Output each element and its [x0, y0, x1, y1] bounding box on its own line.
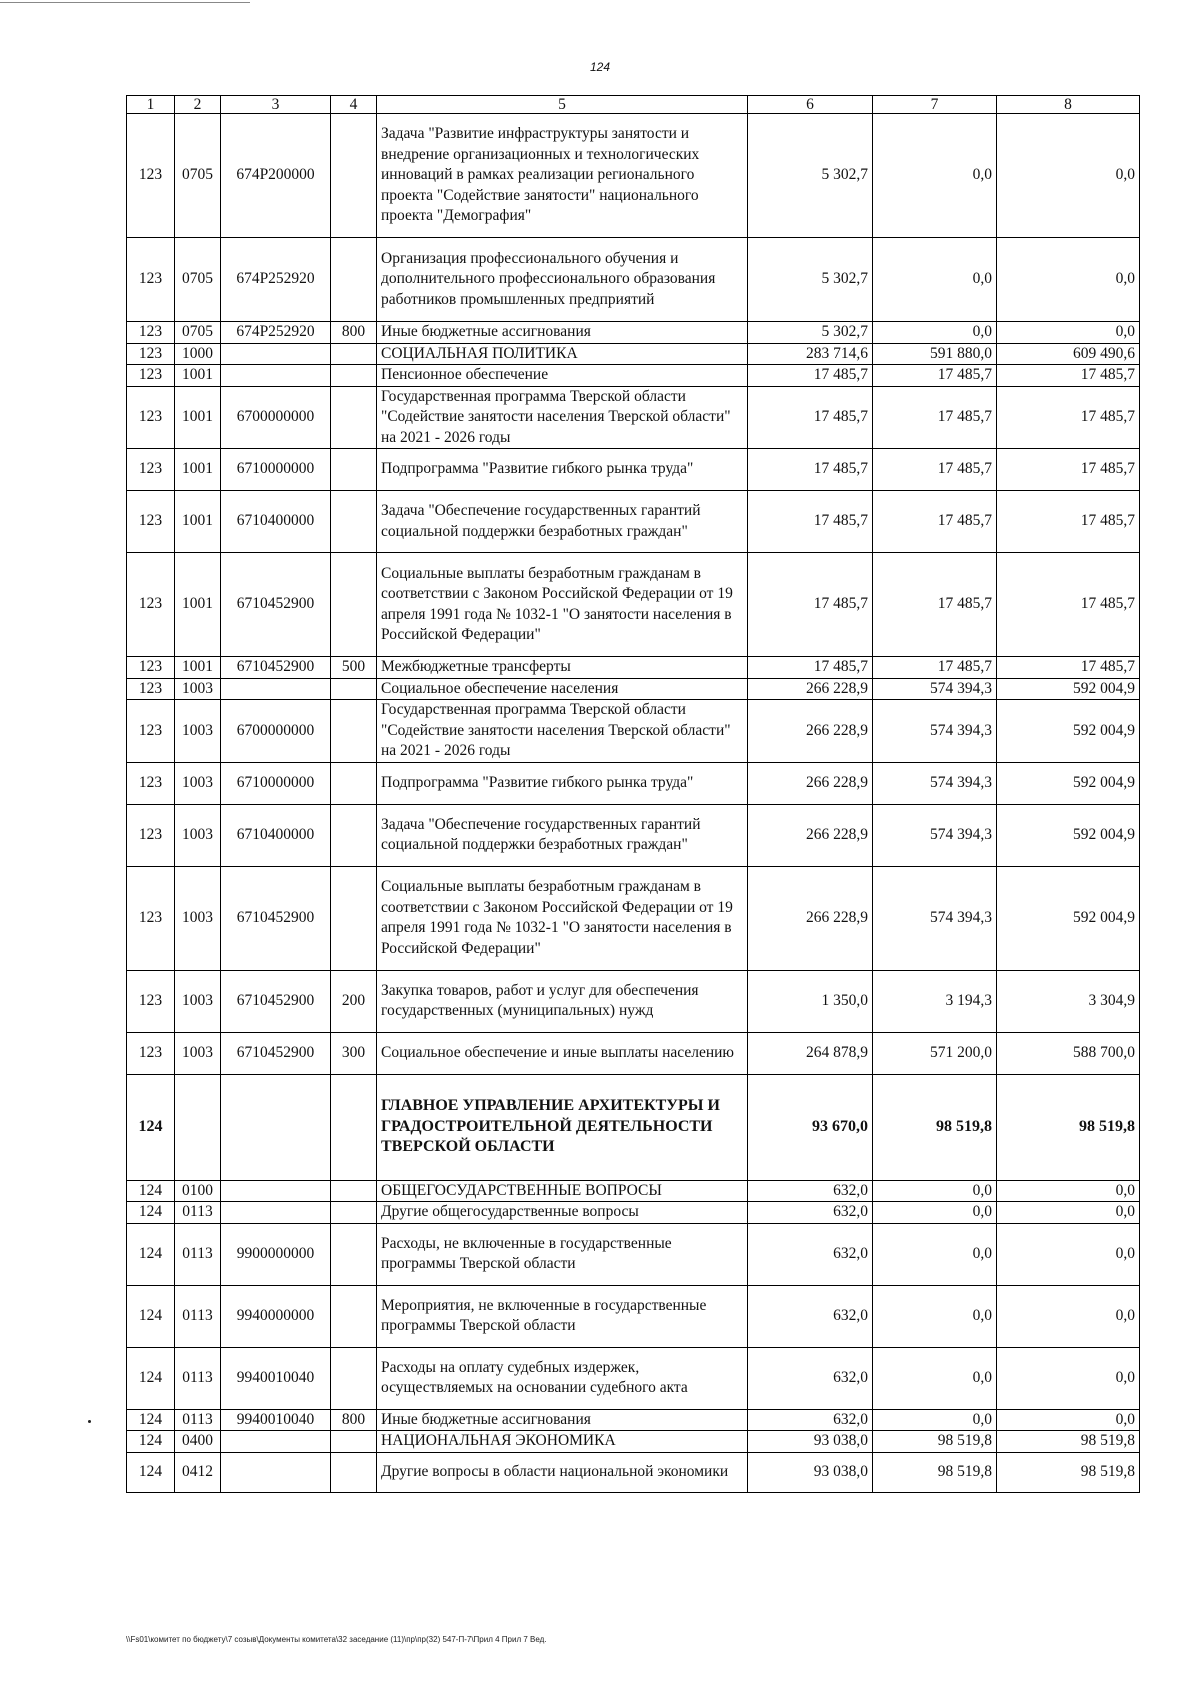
column-header: 7 — [873, 96, 997, 114]
table-row — [127, 553, 1140, 657]
cell-amount-2022: 17 485,7 — [748, 449, 873, 491]
cell-section: 1001 — [175, 365, 221, 387]
cell-amount-2023: 3 194,3 — [873, 970, 997, 1032]
page-number: 124 — [589, 60, 611, 74]
cell-grbs: 123 — [127, 866, 175, 970]
cell-amount-2024: 592 004,9 — [997, 700, 1140, 763]
scan-artifact-dot — [88, 1420, 91, 1423]
cell-amount-2022: 93 670,0 — [748, 1074, 873, 1180]
cell-target-article: 6710452900 — [221, 866, 331, 970]
cell-grbs: 123 — [127, 657, 175, 679]
cell-amount-2022: 17 485,7 — [748, 365, 873, 387]
cell-expense-type — [331, 1431, 377, 1453]
cell-name: Иные бюджетные ассигнования — [377, 322, 748, 344]
cell-name: Расходы, не включенные в государственные программы Тверской области — [377, 1223, 748, 1285]
cell-section: 1001 — [175, 491, 221, 553]
cell-expense-type — [331, 1452, 377, 1492]
cell-target-article: 6710000000 — [221, 762, 331, 804]
cell-amount-2022: 266 228,9 — [748, 700, 873, 763]
cell-expense-type — [331, 1202, 377, 1224]
table-row — [127, 491, 1140, 553]
cell-section: 1001 — [175, 553, 221, 657]
cell-amount-2023: 0,0 — [873, 322, 997, 344]
cell-amount-2022: 266 228,9 — [748, 762, 873, 804]
cell-amount-2023: 0,0 — [873, 1409, 997, 1431]
cell-name: СОЦИАЛЬНАЯ ПОЛИТИКА — [377, 343, 748, 365]
cell-name: Подпрограмма "Развитие гибкого рынка труда" — [377, 449, 748, 491]
cell-name: Организация профессионального обучения и дополнительного профессионального образования работников промышленных предприятий — [377, 238, 748, 322]
cell-amount-2022: 266 228,9 — [748, 866, 873, 970]
cell-expense-type — [331, 553, 377, 657]
cell-grbs: 124 — [127, 1202, 175, 1224]
column-header: 1 — [127, 96, 175, 114]
cell-amount-2023: 574 394,3 — [873, 866, 997, 970]
cell-expense-type — [331, 386, 377, 449]
cell-amount-2023: 574 394,3 — [873, 678, 997, 700]
cell-grbs: 124 — [127, 1285, 175, 1347]
cell-expense-type — [331, 238, 377, 322]
cell-amount-2022: 93 038,0 — [748, 1431, 873, 1453]
cell-grbs: 124 — [127, 1223, 175, 1285]
cell-amount-2024: 592 004,9 — [997, 762, 1140, 804]
cell-grbs: 123 — [127, 491, 175, 553]
column-header: 3 — [221, 96, 331, 114]
column-header: 4 — [331, 96, 377, 114]
cell-amount-2024: 0,0 — [997, 322, 1140, 344]
cell-amount-2022: 93 038,0 — [748, 1452, 873, 1492]
cell-name: Задача "Развитие инфраструктуры занятости и внедрение организационных и технологических инноваций в рамках реализации регионального проекта "Содействие занятости" национального проекта "Демография" — [377, 114, 748, 238]
cell-grbs: 124 — [127, 1452, 175, 1492]
cell-amount-2023: 0,0 — [873, 238, 997, 322]
cell-name: Иные бюджетные ассигнования — [377, 1409, 748, 1431]
cell-target-article — [221, 678, 331, 700]
cell-amount-2022: 5 302,7 — [748, 322, 873, 344]
cell-expense-type — [331, 1285, 377, 1347]
cell-grbs: 123 — [127, 365, 175, 387]
cell-target-article: 6710000000 — [221, 449, 331, 491]
cell-name: Задача "Обеспечение государственных гарантий социальной поддержки безработных граждан" — [377, 804, 748, 866]
table-row — [127, 449, 1140, 491]
table-row — [127, 1032, 1140, 1074]
cell-amount-2024: 588 700,0 — [997, 1032, 1140, 1074]
cell-amount-2024: 0,0 — [997, 1409, 1140, 1431]
cell-section: 1003 — [175, 700, 221, 763]
cell-section: 0113 — [175, 1285, 221, 1347]
cell-target-article: 6710452900 — [221, 1032, 331, 1074]
cell-amount-2023: 17 485,7 — [873, 491, 997, 553]
table-body — [127, 114, 1140, 1493]
cell-section: 1003 — [175, 1032, 221, 1074]
cell-amount-2022: 632,0 — [748, 1180, 873, 1202]
cell-section: 1001 — [175, 449, 221, 491]
cell-target-article — [221, 1180, 331, 1202]
cell-section: 1003 — [175, 678, 221, 700]
table-row — [127, 1452, 1140, 1492]
cell-section: 0705 — [175, 238, 221, 322]
cell-grbs: 123 — [127, 449, 175, 491]
table-row — [127, 970, 1140, 1032]
column-header: 5 — [377, 96, 748, 114]
cell-grbs: 124 — [127, 1347, 175, 1409]
cell-amount-2024: 609 490,6 — [997, 343, 1140, 365]
cell-amount-2024: 0,0 — [997, 1180, 1140, 1202]
table-row — [127, 1431, 1140, 1453]
cell-target-article — [221, 1202, 331, 1224]
cell-grbs: 123 — [127, 678, 175, 700]
cell-amount-2023: 0,0 — [873, 1223, 997, 1285]
table-row — [127, 678, 1140, 700]
cell-target-article: 6700000000 — [221, 700, 331, 763]
cell-amount-2023: 0,0 — [873, 1202, 997, 1224]
cell-amount-2022: 632,0 — [748, 1409, 873, 1431]
cell-amount-2023: 17 485,7 — [873, 365, 997, 387]
cell-expense-type: 800 — [331, 322, 377, 344]
cell-amount-2023: 98 519,8 — [873, 1431, 997, 1453]
table-row — [127, 1285, 1140, 1347]
cell-amount-2022: 17 485,7 — [748, 386, 873, 449]
cell-target-article: 674P252920 — [221, 238, 331, 322]
cell-name: Расходы на оплату судебных издержек, осуществляемых на основании судебного акта — [377, 1347, 748, 1409]
cell-expense-type — [331, 343, 377, 365]
cell-amount-2024: 17 485,7 — [997, 365, 1140, 387]
cell-amount-2024: 0,0 — [997, 1347, 1140, 1409]
cell-amount-2024: 0,0 — [997, 1202, 1140, 1224]
cell-name: Социальные выплаты безработным гражданам в соответствии с Законом Российской Федерации от 19 апреля 1991 года № 1032-1 "О занятости населения в Российской Федерации" — [377, 553, 748, 657]
cell-amount-2024: 592 004,9 — [997, 678, 1140, 700]
cell-amount-2022: 17 485,7 — [748, 657, 873, 679]
cell-name: НАЦИОНАЛЬНАЯ ЭКОНОМИКА — [377, 1431, 748, 1453]
cell-name: Подпрограмма "Развитие гибкого рынка труда" — [377, 762, 748, 804]
table-row — [127, 866, 1140, 970]
cell-amount-2024: 592 004,9 — [997, 804, 1140, 866]
cell-amount-2024: 98 519,8 — [997, 1074, 1140, 1180]
column-header: 8 — [997, 96, 1140, 114]
cell-amount-2022: 264 878,9 — [748, 1032, 873, 1074]
cell-grbs: 124 — [127, 1180, 175, 1202]
cell-amount-2022: 283 714,6 — [748, 343, 873, 365]
cell-amount-2023: 17 485,7 — [873, 657, 997, 679]
cell-amount-2022: 632,0 — [748, 1347, 873, 1409]
cell-name: Государственная программа Тверской области "Содействие занятости населения Тверской области" на 2021 - 2026 годы — [377, 386, 748, 449]
cell-target-article — [221, 1452, 331, 1492]
table-row — [127, 657, 1140, 679]
cell-target-article — [221, 1074, 331, 1180]
table-row — [127, 1223, 1140, 1285]
cell-section: 0100 — [175, 1180, 221, 1202]
cell-expense-type — [331, 114, 377, 238]
cell-amount-2023: 0,0 — [873, 1347, 997, 1409]
cell-grbs: 123 — [127, 238, 175, 322]
table-row — [127, 365, 1140, 387]
table-row — [127, 804, 1140, 866]
cell-name: Межбюджетные трансферты — [377, 657, 748, 679]
budget-table — [126, 95, 1140, 1493]
cell-amount-2024: 17 485,7 — [997, 657, 1140, 679]
cell-grbs: 123 — [127, 386, 175, 449]
cell-amount-2022: 632,0 — [748, 1202, 873, 1224]
cell-amount-2024: 17 485,7 — [997, 491, 1140, 553]
cell-expense-type — [331, 762, 377, 804]
cell-grbs: 123 — [127, 1032, 175, 1074]
cell-name: Социальные выплаты безработным гражданам в соответствии с Законом Российской Федерации от 19 апреля 1991 года № 1032-1 "О занятости населения в Российской Федерации" — [377, 866, 748, 970]
cell-grbs: 124 — [127, 1431, 175, 1453]
cell-grbs: 123 — [127, 114, 175, 238]
cell-name: Социальное обеспечение и иные выплаты населению — [377, 1032, 748, 1074]
cell-amount-2023: 0,0 — [873, 114, 997, 238]
cell-target-article — [221, 365, 331, 387]
cell-name: Пенсионное обеспечение — [377, 365, 748, 387]
cell-amount-2024: 98 519,8 — [997, 1431, 1140, 1453]
cell-name: Социальное обеспечение населения — [377, 678, 748, 700]
cell-target-article: 9940010040 — [221, 1347, 331, 1409]
cell-section: 0705 — [175, 114, 221, 238]
cell-amount-2024: 0,0 — [997, 1223, 1140, 1285]
cell-section: 0400 — [175, 1431, 221, 1453]
cell-amount-2023: 0,0 — [873, 1180, 997, 1202]
cell-expense-type — [331, 1074, 377, 1180]
cell-amount-2023: 574 394,3 — [873, 762, 997, 804]
cell-expense-type — [331, 449, 377, 491]
cell-expense-type — [331, 700, 377, 763]
cell-section — [175, 1074, 221, 1180]
cell-grbs: 123 — [127, 322, 175, 344]
table-row — [127, 386, 1140, 449]
table-row — [127, 1202, 1140, 1224]
cell-target-article: 6710400000 — [221, 804, 331, 866]
cell-grbs: 123 — [127, 343, 175, 365]
cell-name: Другие вопросы в области национальной экономики — [377, 1452, 748, 1492]
cell-section: 1001 — [175, 657, 221, 679]
cell-expense-type — [331, 1223, 377, 1285]
cell-amount-2024: 592 004,9 — [997, 866, 1140, 970]
cell-target-article: 674P252920 — [221, 322, 331, 344]
cell-target-article — [221, 343, 331, 365]
cell-expense-type: 200 — [331, 970, 377, 1032]
cell-amount-2024: 3 304,9 — [997, 970, 1140, 1032]
table-row — [127, 322, 1140, 344]
table-row — [127, 762, 1140, 804]
cell-amount-2024: 17 485,7 — [997, 386, 1140, 449]
footer-file-path: \\Fs01\комитет по бюджету\7 созыв\Документы комитета\32 заседание (11)\пр\пр(32) 547-П-7\Прил 4 Прил 7 Вед. — [126, 1635, 547, 1644]
cell-target-article — [221, 1431, 331, 1453]
table-row — [127, 238, 1140, 322]
cell-amount-2023: 571 200,0 — [873, 1032, 997, 1074]
cell-section: 1003 — [175, 970, 221, 1032]
cell-amount-2022: 632,0 — [748, 1285, 873, 1347]
cell-section: 0113 — [175, 1223, 221, 1285]
cell-amount-2022: 266 228,9 — [748, 678, 873, 700]
column-header: 6 — [748, 96, 873, 114]
cell-amount-2022: 266 228,9 — [748, 804, 873, 866]
cell-amount-2022: 632,0 — [748, 1223, 873, 1285]
cell-name: ГЛАВНОЕ УПРАВЛЕНИЕ АРХИТЕКТУРЫ И ГРАДОСТРОИТЕЛЬНОЙ ДЕЯТЕЛЬНОСТИ ТВЕРСКОЙ ОБЛАСТИ — [377, 1074, 748, 1180]
cell-grbs: 123 — [127, 553, 175, 657]
cell-name: Мероприятия, не включенные в государственные программы Тверской области — [377, 1285, 748, 1347]
cell-target-article: 9940000000 — [221, 1285, 331, 1347]
cell-section: 0705 — [175, 322, 221, 344]
cell-target-article: 6710400000 — [221, 491, 331, 553]
table-row — [127, 114, 1140, 238]
cell-grbs: 123 — [127, 804, 175, 866]
cell-expense-type — [331, 365, 377, 387]
cell-name: Государственная программа Тверской области "Содействие занятости населения Тверской области" на 2021 - 2026 годы — [377, 700, 748, 763]
table-row — [127, 1347, 1140, 1409]
cell-amount-2023: 574 394,3 — [873, 804, 997, 866]
cell-target-article: 9900000000 — [221, 1223, 331, 1285]
table-row — [127, 1409, 1140, 1431]
table-row — [127, 1180, 1140, 1202]
cell-amount-2022: 17 485,7 — [748, 491, 873, 553]
cell-expense-type: 500 — [331, 657, 377, 679]
cell-section: 1003 — [175, 804, 221, 866]
cell-expense-type — [331, 1347, 377, 1409]
cell-grbs: 123 — [127, 762, 175, 804]
cell-section: 1000 — [175, 343, 221, 365]
cell-amount-2023: 591 880,0 — [873, 343, 997, 365]
cell-section: 0113 — [175, 1409, 221, 1431]
cell-expense-type — [331, 866, 377, 970]
cell-amount-2022: 1 350,0 — [748, 970, 873, 1032]
cell-name: Закупка товаров, работ и услуг для обеспечения государственных (муниципальных) нужд — [377, 970, 748, 1032]
cell-amount-2024: 0,0 — [997, 238, 1140, 322]
cell-expense-type — [331, 1180, 377, 1202]
cell-section: 0113 — [175, 1202, 221, 1224]
cell-amount-2024: 98 519,8 — [997, 1452, 1140, 1492]
column-header: 2 — [175, 96, 221, 114]
cell-amount-2023: 17 485,7 — [873, 386, 997, 449]
cell-amount-2023: 98 519,8 — [873, 1452, 997, 1492]
cell-expense-type — [331, 804, 377, 866]
cell-target-article: 6710452900 — [221, 657, 331, 679]
cell-amount-2023: 17 485,7 — [873, 553, 997, 657]
cell-section: 1003 — [175, 866, 221, 970]
cell-grbs: 123 — [127, 970, 175, 1032]
cell-amount-2023: 0,0 — [873, 1285, 997, 1347]
cell-expense-type — [331, 491, 377, 553]
cell-section: 0412 — [175, 1452, 221, 1492]
cell-section: 1003 — [175, 762, 221, 804]
cell-grbs: 123 — [127, 700, 175, 763]
cell-expense-type: 800 — [331, 1409, 377, 1431]
cell-amount-2022: 17 485,7 — [748, 553, 873, 657]
cell-target-article: 674P200000 — [221, 114, 331, 238]
cell-section: 1001 — [175, 386, 221, 449]
table-header-row — [127, 96, 1140, 114]
cell-target-article: 9940010040 — [221, 1409, 331, 1431]
cell-amount-2022: 5 302,7 — [748, 114, 873, 238]
cell-section: 0113 — [175, 1347, 221, 1409]
table-row — [127, 343, 1140, 365]
cell-grbs: 124 — [127, 1074, 175, 1180]
cell-expense-type — [331, 678, 377, 700]
cell-target-article: 6710452900 — [221, 553, 331, 657]
scan-edge-line — [0, 2, 250, 3]
cell-amount-2024: 0,0 — [997, 1285, 1140, 1347]
cell-amount-2022: 5 302,7 — [748, 238, 873, 322]
cell-name: Другие общегосударственные вопросы — [377, 1202, 748, 1224]
cell-amount-2024: 0,0 — [997, 114, 1140, 238]
cell-amount-2023: 98 519,8 — [873, 1074, 997, 1180]
cell-target-article: 6700000000 — [221, 386, 331, 449]
cell-name: ОБЩЕГОСУДАРСТВЕННЫЕ ВОПРОСЫ — [377, 1180, 748, 1202]
cell-amount-2023: 574 394,3 — [873, 700, 997, 763]
cell-grbs: 124 — [127, 1409, 175, 1431]
cell-amount-2023: 17 485,7 — [873, 449, 997, 491]
cell-name: Задача "Обеспечение государственных гарантий социальной поддержки безработных граждан" — [377, 491, 748, 553]
cell-amount-2024: 17 485,7 — [997, 449, 1140, 491]
cell-expense-type: 300 — [331, 1032, 377, 1074]
cell-target-article: 6710452900 — [221, 970, 331, 1032]
cell-amount-2024: 17 485,7 — [997, 553, 1140, 657]
table-row — [127, 700, 1140, 763]
table-row — [127, 1074, 1140, 1180]
